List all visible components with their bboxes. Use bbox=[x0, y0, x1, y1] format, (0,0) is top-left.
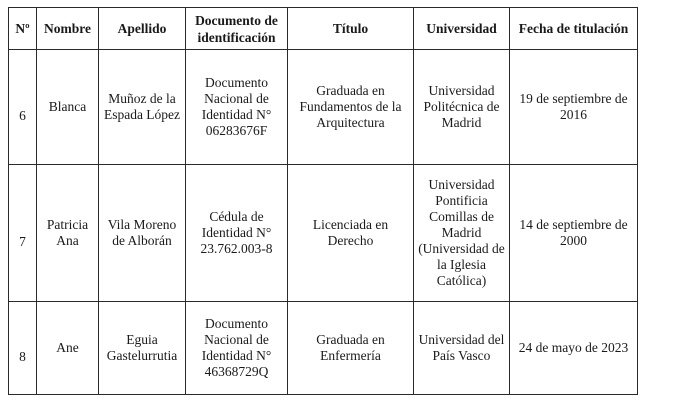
row-titulo: Graduada en Fundamentos de la Arquitectura bbox=[288, 50, 414, 165]
header-titulo: Título bbox=[288, 8, 414, 50]
row-num: 7 bbox=[9, 165, 37, 302]
row-num: 6 bbox=[9, 50, 37, 165]
row-universidad: Universidad Politécnica de Madrid bbox=[414, 50, 510, 165]
row-apellido: Vila Moreno de Alborán bbox=[99, 165, 186, 302]
row-fecha: 24 de mayo de 2023 bbox=[510, 302, 638, 395]
row-apellido: Muñoz de la Espada López bbox=[99, 50, 186, 165]
row-apellido: Eguia Gastelurrutia bbox=[99, 302, 186, 395]
row-titulo: Licenciada en Derecho bbox=[288, 165, 414, 302]
row-universidad: Universidad Pontificia Comillas de Madrid (Universidad de la Iglesia Católica) bbox=[414, 165, 510, 302]
header-nombre: Nombre bbox=[37, 8, 99, 50]
row-fecha: 19 de septiembre de 2016 bbox=[510, 50, 638, 165]
header-fecha: Fecha de titulación bbox=[510, 8, 638, 50]
row-nombre: Blanca bbox=[37, 50, 99, 165]
row-fecha: 14 de septiembre de 2000 bbox=[510, 165, 638, 302]
row-universidad: Universidad del País Vasco bbox=[414, 302, 510, 395]
table-row bbox=[9, 302, 638, 395]
row-documento: Documento Nacional de Identidad N° 46368729Q bbox=[186, 302, 288, 395]
row-titulo: Graduada en Enfermería bbox=[288, 302, 414, 395]
header-apellido: Apellido bbox=[99, 8, 186, 50]
row-num: 8 bbox=[9, 302, 37, 395]
row-documento: Cédula de Identidad N° 23.762.003-8 bbox=[186, 165, 288, 302]
graduates-table bbox=[8, 7, 638, 395]
header-num: Nº bbox=[9, 8, 37, 50]
header-universidad: Universidad bbox=[414, 8, 510, 50]
row-documento: Documento Nacional de Identidad N° 06283676F bbox=[186, 50, 288, 165]
table-header-row bbox=[9, 8, 638, 50]
table-row bbox=[9, 165, 638, 302]
table-row bbox=[9, 50, 638, 165]
row-nombre: Ane bbox=[37, 302, 99, 395]
row-nombre: Patricia Ana bbox=[37, 165, 99, 302]
header-documento: Documento de identificación bbox=[186, 8, 288, 50]
